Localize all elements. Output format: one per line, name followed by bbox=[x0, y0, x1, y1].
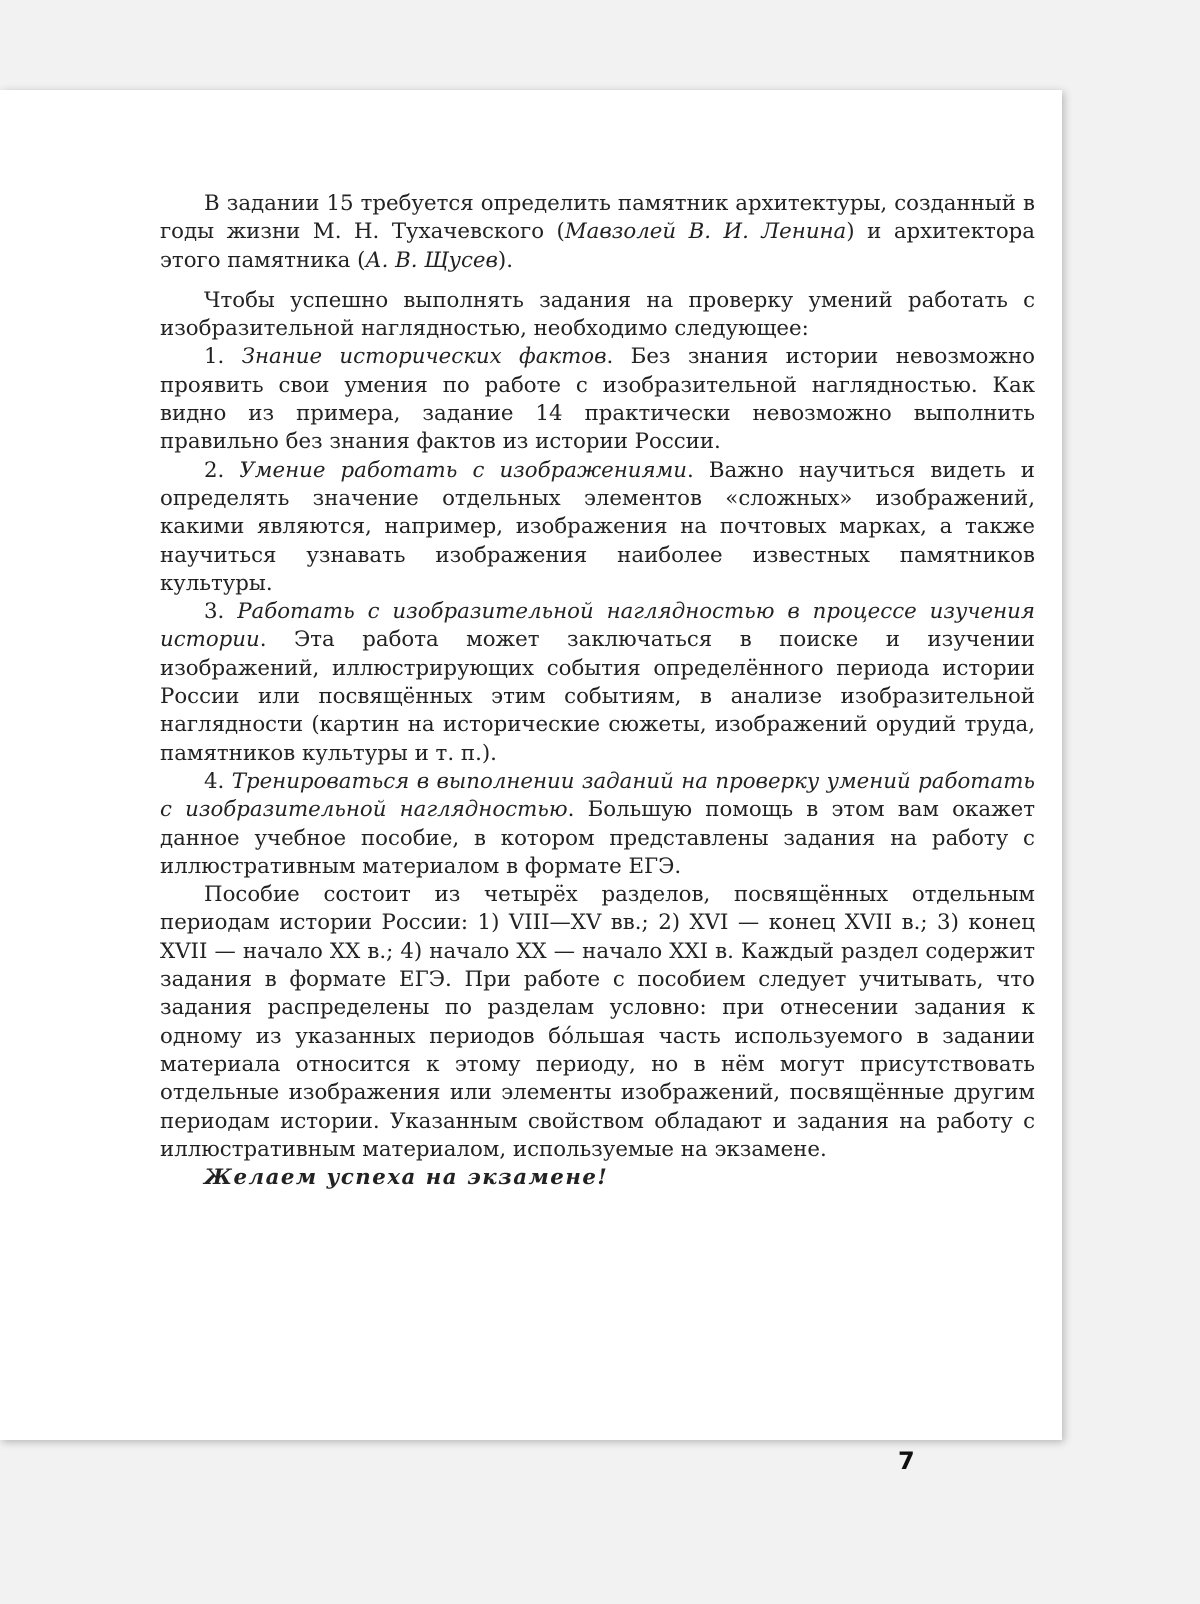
item-title: Умение работать с изображениями bbox=[239, 457, 687, 483]
item-text: . Большую помощь в этом вам окажет данное учебное пособие, в котором представлены задания на работу с иллюстративным материалом в формате ЕГЭ. bbox=[160, 797, 1035, 879]
paragraph-intro: Чтобы успешно выполнять задания на проверку умений работать с изобразительной наглядностью, необходимо следующее: bbox=[160, 287, 1035, 342]
item-text: . Эта работа может заключаться в поиске и изучении изображений, иллюстрирующих события определённого периода истории России или посвящённых этим событиям, в анализе изобразительной наглядности (картин на исторические сюжеты, изображений орудий труда, памятников культуры и т. п.). bbox=[160, 627, 1035, 766]
body-text bbox=[160, 190, 1035, 1192]
paragraph-manual-structure: Пособие состоит из четырёх разделов, посвящённых отдельным периодам истории России: 1) VIII—XV вв.; 2) XVI — конец XVII в.; 3) конец XVII — начало XX в.; 4) начало XX — начало XXI в. Каждый раздел содержит задания в формате ЕГЭ. При работе с пособием следует учитывать, что задания распределены по разделам условно: при отнесении задания к одному из указанных периодов бóльшая часть используемого в задании материала относится к этому периоду, но в нём могут присутствовать отдельные изображения или элементы изображений, посвящённые другим периодам истории. Указанным свойством обладают и задания на работу с иллюстративным материалом, используемые на экзамене. bbox=[160, 882, 1035, 1162]
paragraph-item-2 bbox=[160, 457, 1035, 598]
item-number: 3. bbox=[204, 599, 238, 625]
item-title: Знание исторических фактов bbox=[241, 344, 607, 370]
paragraph-item-1 bbox=[160, 343, 1035, 456]
item-number: 1. bbox=[204, 344, 242, 370]
item-number: 4. bbox=[204, 768, 232, 794]
closing-wish: Желаем успеха на экзамене! bbox=[204, 1165, 609, 1191]
item-title: Работать с изобразительной наглядностью в процессе изучения истории bbox=[160, 599, 1035, 653]
item-text: . Важно научиться видеть и определять значение отдельных элементов «сложных» изображений, какими являются, например, изображения на почтовых марках, а также научиться узнавать изображения наиболее известных памятников культуры. bbox=[160, 457, 1035, 596]
item-number: 2. bbox=[204, 457, 240, 483]
text-span: ). bbox=[497, 247, 513, 273]
item-title: Тренироваться в выполнении заданий на проверку умений работать с изобразительной наглядностью bbox=[160, 768, 1035, 823]
paragraph-item-3 bbox=[160, 598, 1035, 768]
page-sheet bbox=[0, 90, 1062, 1440]
page-number: 7 bbox=[898, 1447, 915, 1475]
text-span: ) и архитектора этого памятника ( bbox=[160, 219, 1035, 273]
item-text: . Без знания истории невозможно проявить свои умения по работе с изобразительной наглядностью. Как видно из примера, задание 14 практически невозможно выполнить правильно без знания фактов из истории России. bbox=[160, 344, 1035, 455]
paragraph-task15 bbox=[160, 190, 1035, 275]
text-span: В задании 15 требуется определить памятник архитектуры, созданный в годы жизни М. Н. Тухачевского ( bbox=[160, 191, 1035, 245]
paragraph-item-4 bbox=[160, 768, 1035, 881]
italic-mausoleum: Мавзолей В. И. Ленина bbox=[564, 219, 847, 245]
italic-architect: А. В. Щусев bbox=[365, 247, 498, 273]
